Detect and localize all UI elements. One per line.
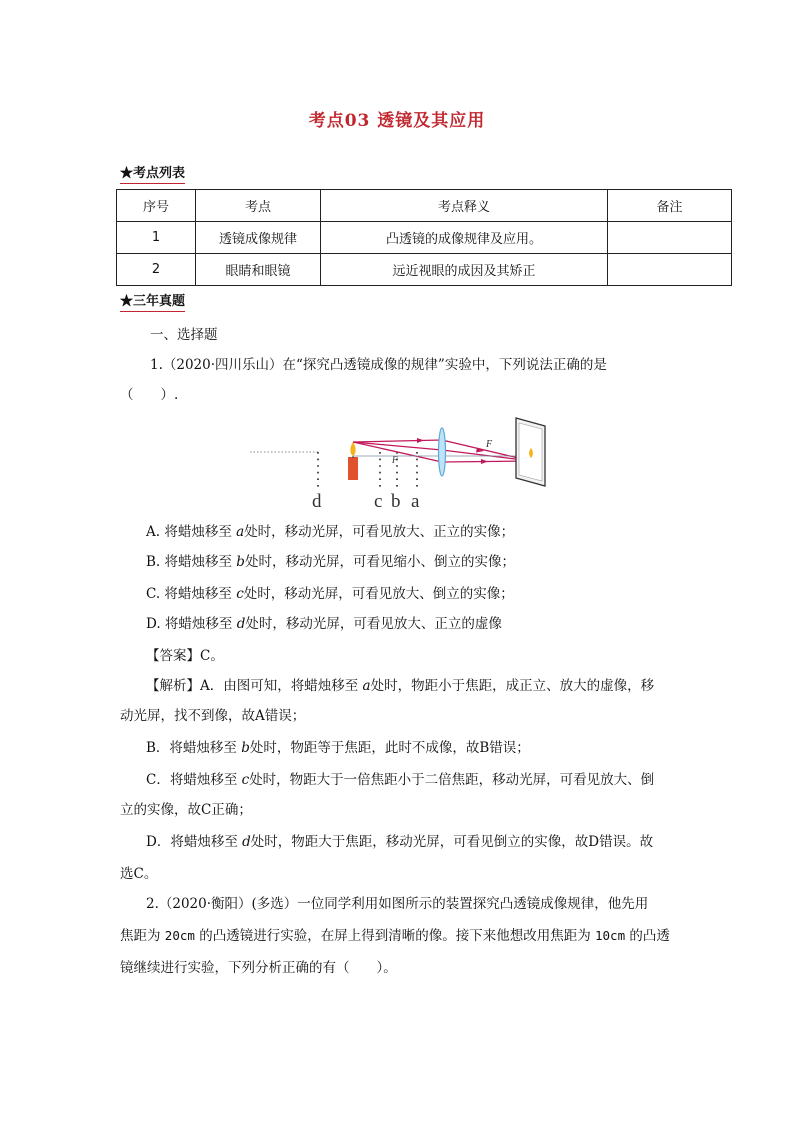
label-c: c bbox=[374, 491, 383, 512]
candle-icon bbox=[348, 442, 358, 480]
light-screen-icon bbox=[516, 418, 545, 486]
analysis-c: C．将蜡烛移至 c处时，物距大于一倍焦距小于二倍焦距，移动光屏，可看见放大、倒 bbox=[146, 772, 655, 788]
optics-diagram bbox=[248, 412, 558, 514]
label-d: d bbox=[312, 491, 322, 512]
table-cell bbox=[608, 222, 732, 254]
convex-lens-icon bbox=[439, 428, 446, 476]
analysis-c-cont: 立的实像，故C正确； bbox=[120, 802, 252, 818]
focus-label-left: F bbox=[392, 455, 398, 465]
table-cell: 远近视眼的成因及其矫正 bbox=[321, 254, 608, 286]
q2-stem-line1: 2.（2020·衡阳）(多选）一位同学利用如图所示的装置探究凸透镜成像规律，他先用 bbox=[146, 896, 649, 912]
analysis-b: B．将蜡烛移至 b处时，物距等于焦距，此时不成像，故B错误； bbox=[146, 740, 530, 756]
table-header-row bbox=[117, 190, 732, 222]
option-b: B. 将蜡烛移至 b处时，移动光屏，可看见缩小、倒立的实像； bbox=[146, 554, 515, 570]
option-a: A. 将蜡烛移至 a处时，移动光屏，可看见放大、正立的实像； bbox=[146, 524, 515, 540]
table-row bbox=[117, 222, 732, 254]
option-d: D. 将蜡烛移至 d处时，移动光屏，可看见放大、正立的虚像 bbox=[146, 616, 502, 632]
q1-stem: 1.（2020·四川乐山）在“探究凸透镜成像的规律”实验中，下列说法正确的是 bbox=[150, 357, 607, 373]
section-heading-exam: ★三年真题 bbox=[120, 294, 185, 312]
label-a: a bbox=[411, 491, 420, 512]
analysis-d: D．将蜡烛移至 d处时，物距大于焦距，移动光屏，可看见倒立的实像，故D错误。故 bbox=[146, 834, 654, 850]
header-cell: 考点 bbox=[196, 190, 321, 222]
header-cell: 序号 bbox=[117, 190, 196, 222]
question-category: 一、选择题 bbox=[150, 327, 218, 343]
q1-stem-bracket: （ ）. bbox=[120, 387, 179, 403]
table-cell: 1 bbox=[117, 222, 196, 254]
header-cell: 备注 bbox=[608, 190, 732, 222]
label-b: b bbox=[391, 491, 401, 512]
section-heading-list: ★考点列表 bbox=[120, 166, 185, 184]
table-row bbox=[117, 254, 732, 286]
table-cell: 透镜成像规律 bbox=[196, 222, 321, 254]
topic-table bbox=[116, 189, 732, 286]
answer: 【答案】C。 bbox=[146, 648, 224, 664]
page-title: 考点03 透镜及其应用 bbox=[308, 111, 486, 131]
q2-stem-line2: 焦距为 20cm 的凸透镜进行实验，在屏上得到清晰的像。接下来他想改用焦距为 10cm 的凸透 bbox=[120, 928, 670, 944]
table-cell: 2 bbox=[117, 254, 196, 286]
analysis-a: 【解析】A．由图可知，将蜡烛移至 a处时，物距小于焦距，成正立、放大的虚像，移 bbox=[146, 678, 655, 694]
q2-stem-line3: 镜继续进行实验，下列分析正确的有（ ）。 bbox=[120, 960, 397, 976]
focus-label-right: F bbox=[486, 439, 493, 450]
table-cell: 眼睛和眼镜 bbox=[196, 254, 321, 286]
analysis-d-cont: 选C。 bbox=[120, 866, 158, 882]
header-cell: 考点释义 bbox=[321, 190, 608, 222]
analysis-a-cont: 动光屏，找不到像，故A错误； bbox=[120, 708, 306, 724]
option-c: C. 将蜡烛移至 c处时，移动光屏，可看见放大、倒立的实像； bbox=[146, 586, 514, 602]
table-cell bbox=[608, 254, 732, 286]
table-cell: 凸透镜的成像规律及应用。 bbox=[321, 222, 608, 254]
